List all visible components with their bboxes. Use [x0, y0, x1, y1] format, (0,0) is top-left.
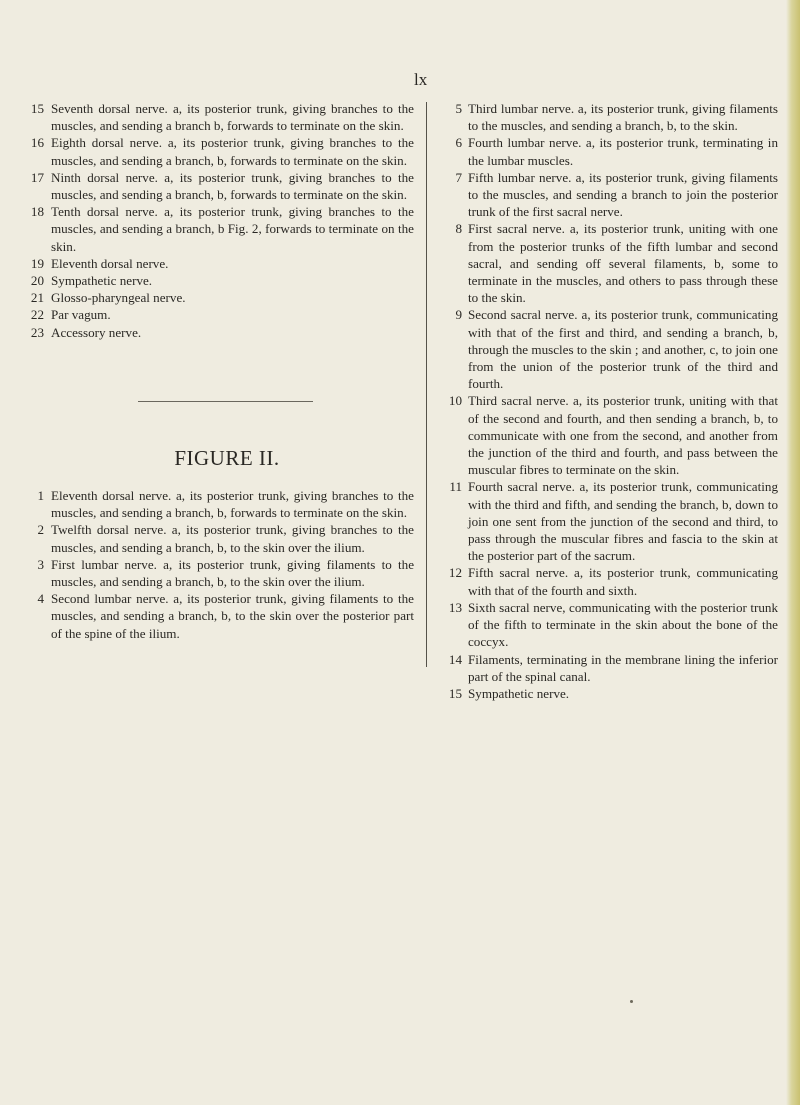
legend-entry — [440, 651, 778, 685]
legend-entry — [20, 134, 414, 168]
left-column — [20, 100, 414, 642]
legend-entry — [440, 564, 778, 598]
entry-text: First sacral nerve. a, its posterior trunk, uniting with one from the posterior trunks of the fifth lumbar and second sacral, and sending off several filaments, b, some to terminate in the muscles, and others to pass through these to the skin. — [468, 221, 778, 306]
legend-entry — [20, 306, 414, 323]
entry-text: Third sacral nerve. a, its posterior trunk, uniting with that of the second and fourth, and then sending a branch, b, to communicate with one from the second, and another from the junction of the third and fourth, and pass between the muscular fibres to terminate on the skin. — [468, 393, 778, 478]
entry-text: Third lumbar nerve. a, its posterior trunk, giving filaments to the muscles, and sending a branch, b, to the skin. — [468, 101, 778, 134]
right-column — [440, 100, 778, 702]
page-number: lx — [414, 70, 428, 89]
entry-number: 1 — [37, 488, 44, 504]
entry-text: Ninth dorsal nerve. a, its posterior trunk, giving branches to the muscles, and sending a branch, b, forwards to terminate on the skin. — [51, 169, 414, 203]
legend-entry — [20, 169, 414, 203]
legend-entry — [20, 590, 414, 642]
entry-number: 23 — [30, 324, 44, 340]
legend-entry — [20, 556, 414, 590]
entry-number: 15 — [448, 685, 462, 701]
legend-entry — [440, 478, 778, 564]
entry-text: Eleventh dorsal nerve. — [51, 255, 169, 271]
legend-entry — [440, 599, 778, 651]
legend-list-top — [20, 100, 414, 341]
legend-entry — [20, 324, 414, 341]
paper-speck — [630, 1000, 633, 1003]
entry-text: Second lumbar nerve. a, its posterior trunk, giving filaments to the muscles, and sending a branch, b, to the skin over the posterior part of the spine of the ilium. — [51, 591, 414, 641]
legend-entry — [440, 100, 778, 134]
entry-text: Twelfth dorsal nerve. a, its posterior trunk, giving branches to the muscles, and sending a branch, b, to the skin over the ilium. — [51, 522, 414, 555]
legend-entry — [440, 306, 778, 392]
entry-text: Glosso-pharyngeal nerve. — [51, 290, 186, 306]
legend-entry — [20, 255, 414, 272]
entry-number: 2 — [37, 522, 44, 538]
section-rule — [138, 401, 313, 402]
entry-text: Accessory nerve. — [51, 324, 142, 340]
entry-number: 6 — [455, 135, 462, 151]
entry-number: 10 — [448, 393, 462, 409]
entry-text: Sympathetic nerve. — [51, 273, 153, 289]
page-edge — [786, 0, 800, 1105]
entry-number: 9 — [455, 307, 462, 323]
legend-entry — [440, 169, 778, 221]
entry-number: 15 — [30, 101, 44, 116]
entry-number: 4 — [37, 591, 44, 607]
entry-number: 19 — [30, 255, 44, 271]
entry-text: Sympathetic nerve. — [468, 685, 570, 701]
entry-number: 20 — [30, 273, 44, 289]
legend-entry — [440, 392, 778, 478]
entry-text: Tenth dorsal nerve. a, its posterior trunk, giving branches to the muscles, and sending a branch, b Fig. 2, forwards to terminate on the skin. — [51, 204, 414, 254]
entry-number: 3 — [37, 556, 44, 572]
legend-entry — [20, 289, 414, 306]
column-divider — [426, 102, 427, 667]
entry-number: 21 — [30, 290, 44, 306]
legend-list-figure — [20, 487, 414, 642]
entry-number: 18 — [30, 204, 44, 220]
legend-entry — [20, 272, 414, 289]
legend-entry — [20, 203, 414, 255]
entry-number: 7 — [455, 169, 462, 185]
entry-text: Seventh dorsal nerve. a, its posterior trunk, giving branches to the muscles, and sending a branch b, forwards to terminate on the skin. — [51, 101, 414, 134]
entry-text: Fourth lumbar nerve. a, its posterior trunk, terminating in the lumbar muscles. — [468, 135, 778, 168]
entry-number: 13 — [448, 599, 462, 615]
figure-heading: FIGURE II. — [174, 445, 280, 470]
entry-number: 11 — [449, 479, 462, 495]
entry-text: Eleventh dorsal nerve. a, its posterior trunk, giving branches to the muscles, and sending a branch, b, forwards to terminate on the skin. — [51, 488, 414, 521]
entry-text: Filaments, terminating in the membrane lining the inferior part of the spinal canal. — [468, 651, 778, 684]
entry-number: 5 — [455, 101, 462, 116]
entry-text: Fifth lumbar nerve. a, its posterior trunk, giving filaments to the muscles, and sending a branch to join the posterior trunk of the first sacral nerve. — [468, 169, 778, 220]
entry-number: 16 — [30, 135, 44, 151]
entry-text: Fifth sacral nerve. a, its posterior trunk, communicating with that of the fourth and sixth. — [468, 565, 778, 598]
legend-entry — [440, 134, 778, 168]
entry-number: 8 — [455, 221, 462, 237]
legend-entry — [440, 220, 778, 306]
entry-text: Sixth sacral nerve, communicating with the posterior trunk of the fifth to terminate in the skin about the bone of the coccyx. — [468, 599, 778, 650]
entry-text: Second sacral nerve. a, its posterior trunk, communicating with that of the first and third, and sending a branch, b, through the muscles to the skin ; and another, c, to join one from the union of the posterior trunk of the third and fourth. — [468, 307, 778, 392]
legend-entry — [20, 521, 414, 555]
legend-entry — [440, 685, 778, 702]
legend-entry — [20, 487, 414, 521]
entry-text: Par vagum. — [51, 307, 111, 323]
legend-entry — [20, 100, 414, 134]
entry-number: 12 — [448, 565, 462, 581]
legend-list-right — [440, 100, 778, 702]
entry-number: 14 — [448, 651, 462, 667]
entry-number: 22 — [30, 307, 44, 323]
entry-number: 17 — [30, 169, 44, 185]
entry-text: Eighth dorsal nerve. a, its posterior trunk, giving branches to the muscles, and sending a branch, b, forwards to terminate on the skin. — [51, 135, 414, 168]
entry-text: Fourth sacral nerve. a, its posterior trunk, communicating with the third and fifth, and sending the branch, b, down to join one sent from the junction of the second and third, to pass through the muscular fibres and fascia to the skin at the posterior part of the sacrum. — [468, 479, 778, 564]
entry-text: First lumbar nerve. a, its posterior trunk, giving filaments to the muscles, and sending a branch, b, to the skin over the ilium. — [51, 556, 414, 590]
